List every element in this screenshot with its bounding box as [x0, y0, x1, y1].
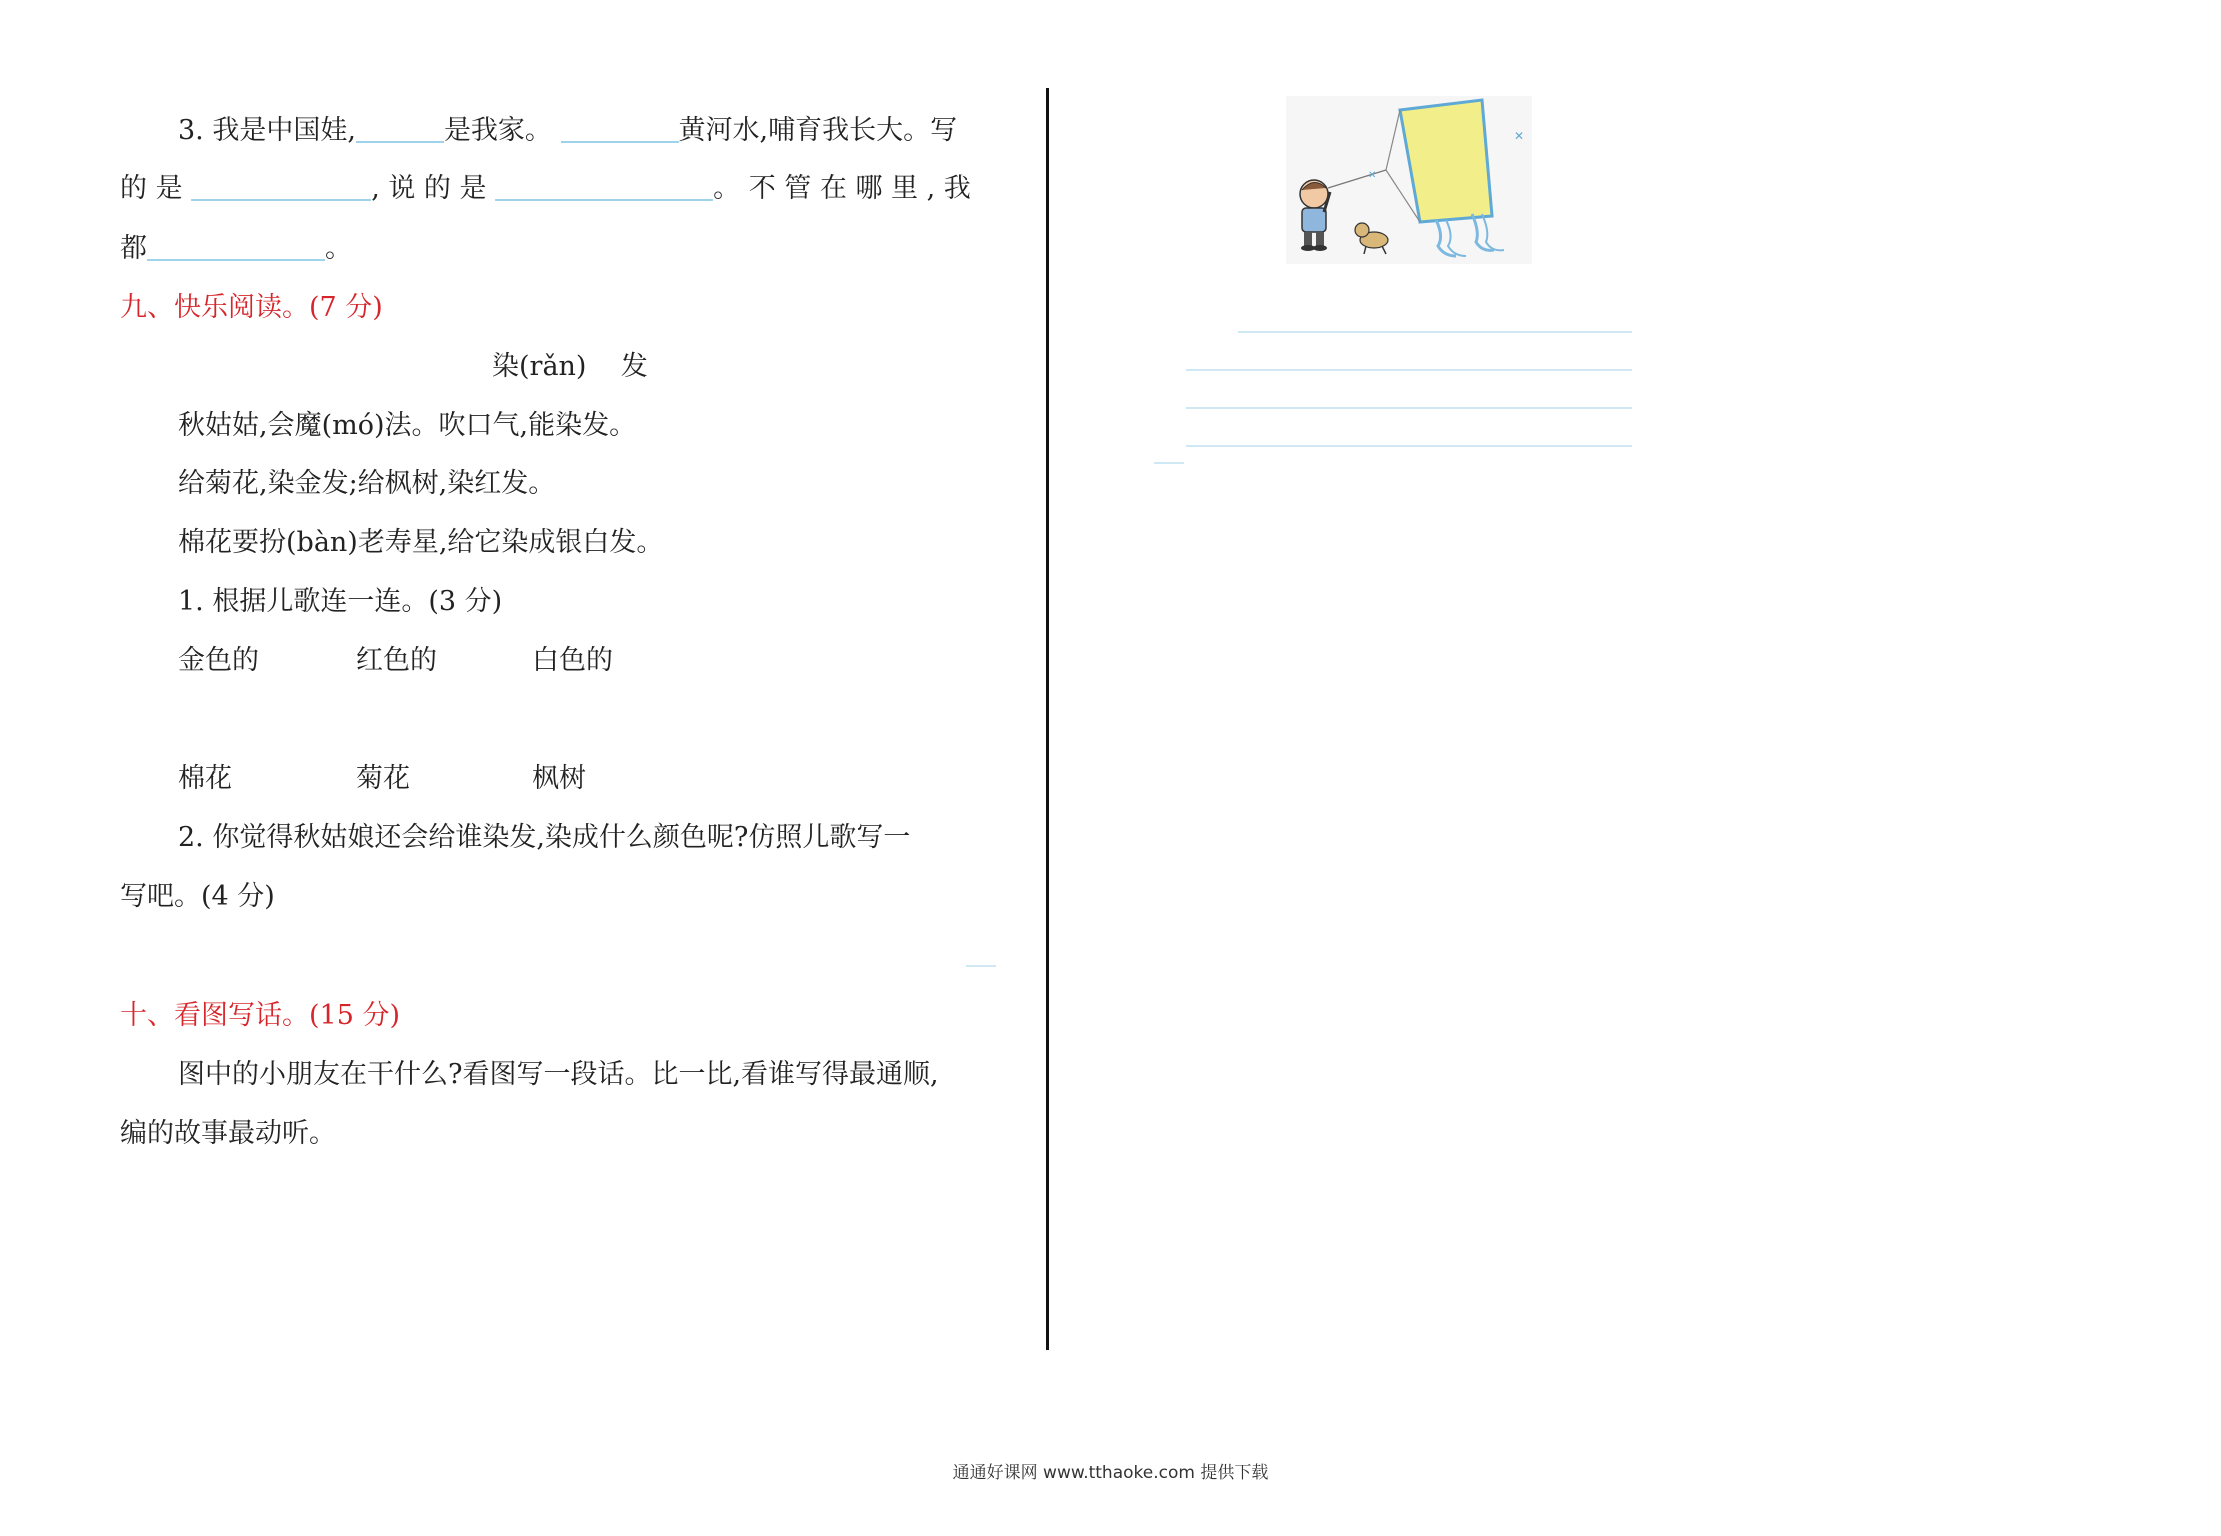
- column-divider: [1046, 88, 1049, 1350]
- question-2-line2: 写吧。(4 分): [120, 881, 275, 912]
- color-option[interactable]: 金色的: [178, 645, 259, 676]
- q8-item3-line2: 的 是 , 说 的 是 。 不 管 在 哪 里 , 我: [120, 166, 971, 205]
- q8-item3-line3: 都 。: [120, 226, 352, 265]
- poem-title: 染(rǎn) 发: [492, 351, 648, 382]
- answer-blank[interactable]: [495, 169, 713, 201]
- section10-heading: 十、看图写话。(15 分): [120, 1000, 401, 1031]
- question-1: 1. 根据儿歌连一连。(3 分): [178, 586, 503, 617]
- plant-option[interactable]: 菊花: [356, 763, 410, 794]
- answer-blank[interactable]: [147, 229, 325, 261]
- section10-prompt-line2: 编的故事最动听。: [120, 1118, 336, 1149]
- poem-line: 棉花要扮(bàn)老寿星,给它染成银白发。: [178, 527, 664, 558]
- section9-heading: 九、快乐阅读。(7 分): [120, 292, 383, 323]
- svg-text:✕: ✕: [1514, 129, 1525, 143]
- answer-blank[interactable]: [356, 111, 444, 143]
- writing-line[interactable]: [1238, 331, 1632, 333]
- section10-prompt-line1: 图中的小朋友在干什么?看图写一段话。比一比,看谁写得最通顺,: [178, 1059, 939, 1090]
- color-option[interactable]: 白色的: [532, 645, 613, 676]
- writing-line[interactable]: [1186, 369, 1632, 371]
- question-2-line1: 2. 你觉得秋姑娘还会给谁染发,染成什么颜色呢?仿照儿歌写一: [178, 822, 911, 853]
- plant-option[interactable]: 棉花: [178, 763, 232, 794]
- poem-line: 给菊花,染金发;给枫树,染红发。: [178, 468, 556, 499]
- writing-line[interactable]: [1186, 445, 1632, 447]
- writing-line[interactable]: [1154, 462, 1184, 464]
- svg-text:✕: ✕: [1368, 170, 1377, 181]
- color-option[interactable]: 红色的: [356, 645, 437, 676]
- answer-blank[interactable]: [561, 111, 679, 143]
- plant-option[interactable]: 枫树: [532, 763, 586, 794]
- kite-illustration: [1286, 96, 1532, 264]
- q8-item3-line1: 3. 我是中国娃, 是我家。 黄河水,哺育我长大。写: [178, 108, 957, 147]
- footer-credit: 通通好课网 www.tthaoke.com 提供下载: [952, 1463, 1269, 1483]
- writing-line[interactable]: [1186, 407, 1632, 409]
- answer-line[interactable]: [966, 965, 996, 967]
- poem-line: 秋姑姑,会魔(mó)法。吹口气,能染发。: [178, 410, 637, 441]
- answer-blank[interactable]: [191, 169, 371, 201]
